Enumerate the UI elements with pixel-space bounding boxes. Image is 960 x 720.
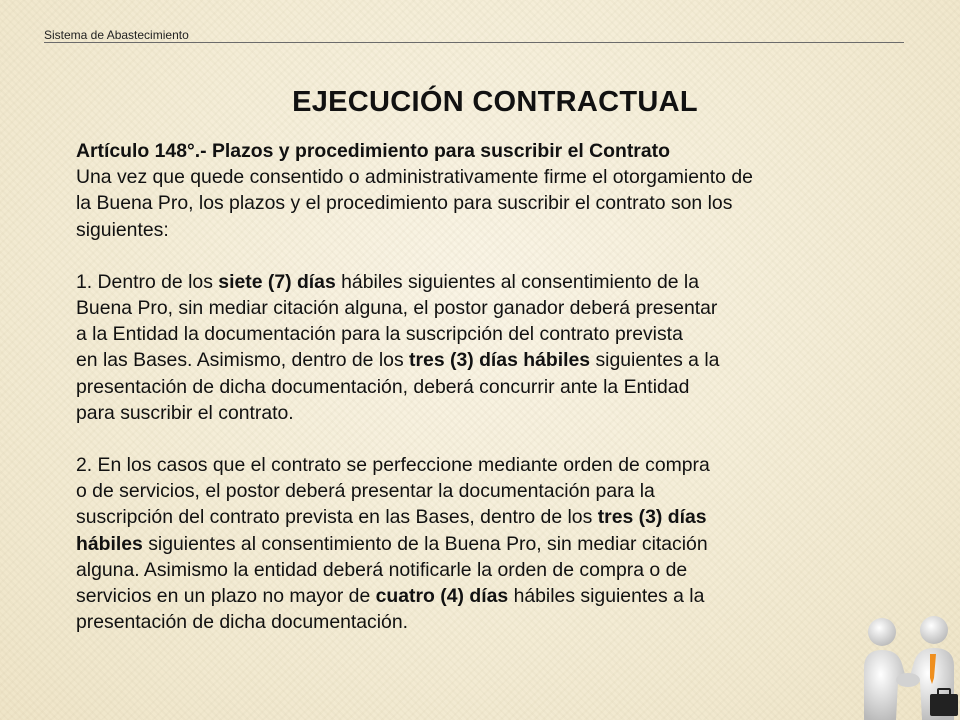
p1-text: 1. Dentro de los xyxy=(76,270,219,293)
p2-highlight: hábiles xyxy=(76,532,143,555)
p2-line xyxy=(76,583,916,609)
p1-highlight: tres (3) días hábiles xyxy=(409,349,591,372)
p2-highlight: cuatro (4) días xyxy=(375,585,509,608)
p2-highlight: tres (3) días xyxy=(597,506,707,529)
p1-text: hábiles siguientes al consentimiento de la xyxy=(335,270,700,293)
slide-header xyxy=(44,26,904,43)
paragraph-gap xyxy=(76,243,916,269)
p1-line xyxy=(76,347,916,373)
p1-text: en las Bases. Asimismo, dentro de los xyxy=(76,349,410,372)
p1-line xyxy=(76,269,916,295)
p2-line: presentación de dicha documentación. xyxy=(76,611,409,634)
p2-line xyxy=(76,504,916,530)
p2-text: servicios en un plazo no mayor de xyxy=(76,585,376,608)
p1-line: Buena Pro, sin mediar citación alguna, el postor ganador deberá presentar xyxy=(76,297,718,320)
intro-line: Una vez que quede consentido o administrativamente firme el otorgamiento de xyxy=(76,166,753,189)
paragraph-gap xyxy=(76,426,916,452)
header-text: Sistema de Abastecimiento xyxy=(44,28,189,42)
article-subtitle: Artículo 148°.- Plazos y procedimiento para suscribir el Contrato xyxy=(76,140,670,162)
p2-line xyxy=(76,531,916,557)
slide-content xyxy=(76,138,916,635)
p1-line: para suscribir el contrato. xyxy=(76,401,294,424)
p2-text: siguientes al consentimiento de la Buena Pro, sin mediar citación xyxy=(142,532,708,555)
p2-line: alguna. Asimismo la entidad deberá notificarle la orden de compra o de xyxy=(76,558,688,581)
intro-line: la Buena Pro, los plazos y el procedimiento para suscribir el contrato son los xyxy=(76,192,733,215)
p2-text: suscripción del contrato prevista en las Bases, dentro de los xyxy=(76,506,598,529)
p1-highlight: siete (7) días xyxy=(218,270,336,293)
p2-line: 2. En los casos que el contrato se perfeccione mediante orden de compra xyxy=(76,454,710,477)
p1-line: a la Entidad la documentación para la suscripción del contrato prevista xyxy=(76,323,683,346)
slide-title: EJECUCIÓN CONTRACTUAL xyxy=(292,86,698,118)
p2-line: o de servicios, el postor deberá presentar la documentación para la xyxy=(76,480,655,503)
p1-line: presentación de dicha documentación, deberá concurrir ante la Entidad xyxy=(76,375,690,398)
handshake-icon xyxy=(858,608,960,720)
p2-text: hábiles siguientes a la xyxy=(508,585,705,608)
intro-line: siguientes: xyxy=(76,218,169,241)
p1-text: siguientes a la xyxy=(590,349,720,372)
